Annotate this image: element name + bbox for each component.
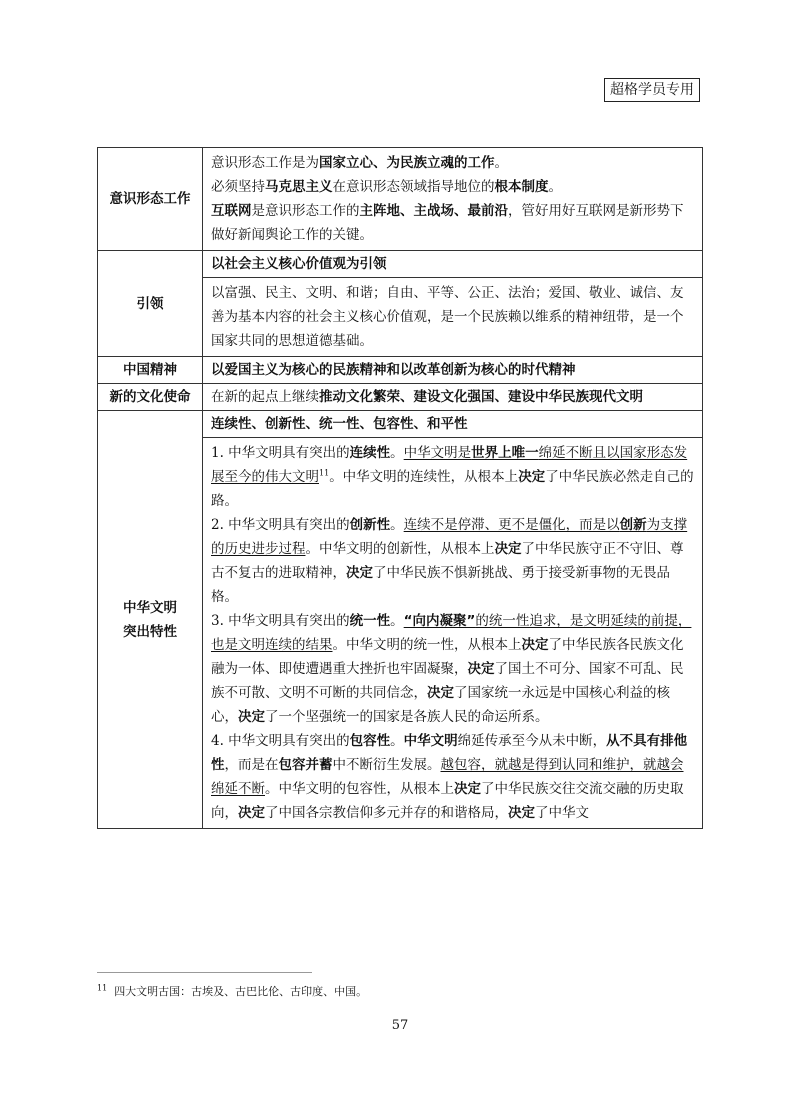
label-mission: 新的文化使命 <box>98 384 203 411</box>
civ-p4: 4. 中华文明具有突出的包容性。中华文明绵延传承至今从未中断，从不具有排他性，而是在包容并蓄中不断衍生发展。越包容，就越是得到认同和维护，就越会绵延不断。中华文明的包容性，从根本上决定了中华民族交往交流交融的历史取向，决定了中国各宗教信仰多元并存的和谐格局，决定了中华文 <box>211 733 688 821</box>
civ-p3: 3. 中华文明具有突出的统一性。“向内凝聚”的统一性追求，是文明延续的前提，也是文明连续的结果。中华文明的统一性，从根本上决定了中华民族各民族文化融为一体、即使遭遇重大挫折也牢固凝聚，决定了国土不可分、国家不可乱、民族不可散、文明不可断的共同信念，决定了国家统一永远是中国核心利益的核心，决定了一个坚强统一的国家是各族人民的命运所系。 <box>211 613 692 725</box>
lead-heading: 以社会主义核心价值观为引领 <box>203 251 703 278</box>
summary-table <box>97 147 703 829</box>
ideology-p3: 互联网是意识形态工作的主阵地、主战场、最前沿，管好用好互联网是新形势下做好新闻舆论工作的关键。 <box>211 203 684 243</box>
row-civ-heading <box>98 411 703 438</box>
row-spirit <box>98 357 703 384</box>
footnote-ref[interactable]: 11 <box>319 468 330 478</box>
civ-heading: 连续性、创新性、统一性、包容性、和平性 <box>203 411 703 438</box>
exclusive-badge: 超格学员专用 <box>604 78 700 102</box>
content-ideology <box>203 148 703 251</box>
ideology-p1: 意识形态工作是为国家立心、为民族立魂的工作。 <box>211 155 508 171</box>
ideology-p2: 必须坚持马克思主义在意识形态领域指导地位的根本制度。 <box>211 179 562 195</box>
row-ideology <box>98 148 703 251</box>
row-mission <box>98 384 703 411</box>
civ-body <box>203 438 703 829</box>
label-lead: 引领 <box>98 251 203 357</box>
civ-p2: 2. 中华文明具有突出的创新性。连续不是停滞、更不是僵化，而是以创新为支撑的历史进步过程。中华文明的创新性，从根本上决定了中华民族守正不守旧、尊古不复古的进取精神，决定了中华民族不惧新挑战、勇于接受新事物的无畏品格。 <box>211 517 688 605</box>
footnote-divider <box>97 972 312 973</box>
label-civ: 中华文明 突出特性 <box>98 411 203 829</box>
footnote: $^{11}$ 四大文明古国：古埃及、古巴比伦、古印度、中国。 <box>97 983 368 998</box>
page-number: 57 <box>391 1018 409 1033</box>
label-spirit: 中国精神 <box>98 357 203 384</box>
row-lead-heading <box>98 251 703 278</box>
spirit-text: 以爱国主义为核心的民族精神和以改革创新为核心的时代精神 <box>203 357 703 384</box>
label-ideology: 意识形态工作 <box>98 148 203 251</box>
lead-body: 以富强、民主、文明、和谐；自由、平等、公正、法治；爱国、敬业、诚信、友善为基本内容的社会主义核心价值观，是一个民族赖以维系的精神纽带，是一个国家共同的思想道德基础。 <box>203 278 703 357</box>
mission-text: 在新的起点上继续推动文化繁荣、建设文化强国、建设中华民族现代文明 <box>203 384 703 411</box>
civ-p1: 1. 中华文明具有突出的连续性。中华文明是世界上唯一绵延不断且以国家形态发展至今的伟大文明$^{11}$。中华文明的连续性，从根本上决定了中华民族必然走自己的路。 <box>211 445 694 509</box>
